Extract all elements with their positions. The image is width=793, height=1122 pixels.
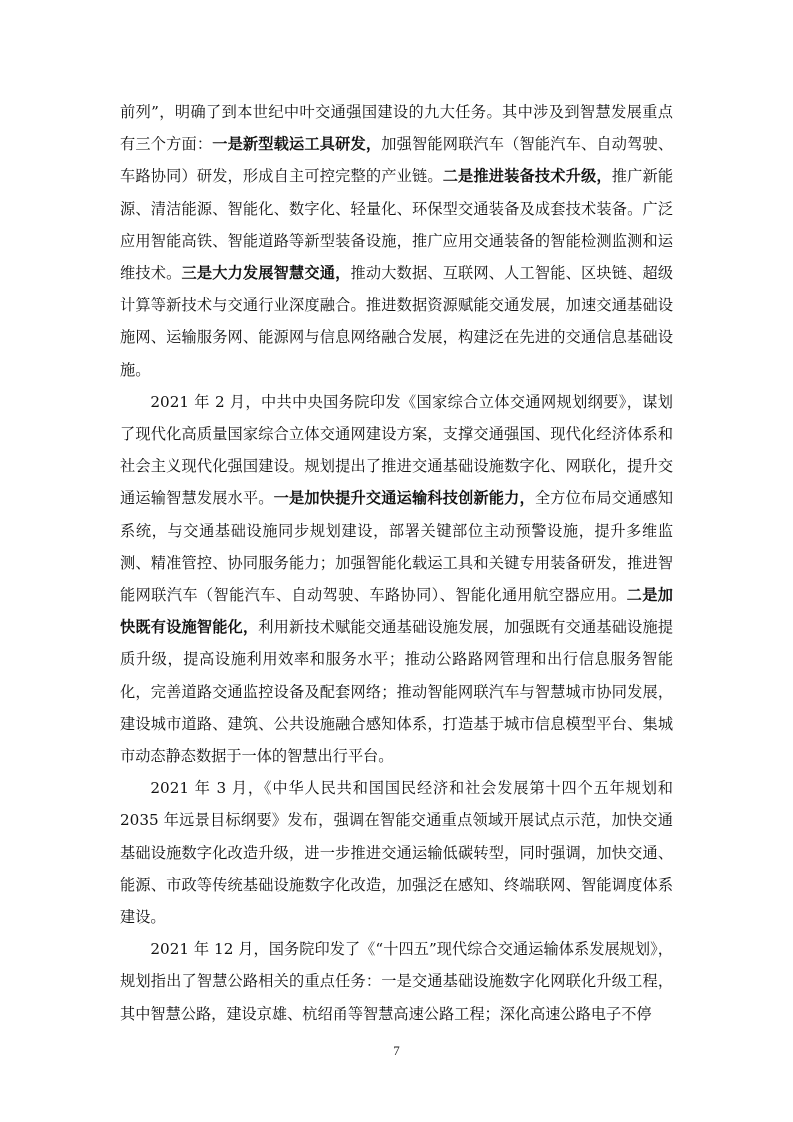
text-run: 利用新技术赋能交通基础设施发展，加强既有交通基础设施提质升级，提高设施利用效率和服务水平；推动公路路网管理和出行信息服务智能化，完善道路交通监控设备及配套网络；推动智能网联汽车与智慧城市协同发展，建设城市道路、建筑、公共设施融合感知体系，打造基于城市信息模型平台、集城市动态静态数据于一体的智慧出行平台。 (120, 618, 674, 766)
bold-heading-run: 二是推进装备技术升级， (442, 167, 612, 186)
paragraph-3 (120, 772, 673, 933)
paragraph-4 (120, 933, 673, 1030)
text-run: 推动大数据、互联网、人工智能、区块链、超级计算等新技术与交通行业深度融合。推进数据资源赋能交通发展，加速交通基础设施网、运输服务网、能源网与信息网络融合发展，构建泛在先进的交通信息基础设施。 (120, 264, 674, 379)
bold-heading-run: 一是新型载运工具研发， (212, 135, 382, 154)
bold-heading-run: 一是加快提升交通运输科技创新能力， (273, 489, 535, 508)
document-body (120, 96, 673, 1030)
text-run: 2021 年 12 月，国务院印发了《“十四五”现代综合交通运输体系发展规划》，规划指出了智慧公路相关的重点任务：一是交通基础设施数字化网联化升级工程，其中智慧公路，建设京雄、杭绍甬等智慧高速公路工程；深化高速公路电子不停 (120, 940, 673, 1023)
text-run: 2021 年 3 月，《中华人民共和国国民经济和社会发展第十四个五年规划和 2035 年远景目标纲要》发布，强调在智能交通重点领域开展试点示范，加快交通基础设施数字化改造升级，进一步推进交通运输低碳转型，同时强调，加快交通、能源、市政等传统基础设施数字化改造，加强泛在感知、终端联网、智能调度体系建设。 (120, 779, 673, 927)
text-run: 加强智能网联汽车（智能汽车、自动驾驶、车路协同）研发，形成自主可控完整的产业链。 (120, 135, 674, 186)
text-run: 全方位布局交通感知系统，与交通基础设施同步规划建设，部署关键部位主动预警设施，提升多维监测、精准管控、协同服务能力；加强智能化载运工具和关键专用装备研发，推进智能网联汽车（智能汽车、自动驾驶、车路协同）、智能化通用航空器应用。 (120, 489, 674, 605)
paragraph-1 (120, 96, 673, 386)
bold-heading-run: 二是加快既有设施智能化， (120, 586, 673, 637)
paragraph-2 (120, 386, 673, 772)
page-number: 7 (393, 1043, 400, 1058)
text-run: 推广新能源、清洁能源、智能化、数字化、轻量化、环保型交通装备及成套技术装备。广泛应用智能高铁、智能道路等新型装备设施，推广应用交通装备的智能检测监测和运维技术。 (120, 167, 674, 283)
bold-heading-run: 三是大力发展智慧交通， (181, 264, 351, 283)
text-run: 2021 年 2 月，中共中央国务院印发《国家综合立体交通网规划纲要》，谋划了现代化高质量国家综合立体交通网建设方案，支撑交通强国、现代化经济体系和社会主义现代化强国建设。规划提出了推进交通基础设施数字化、网联化，提升交通运输智慧发展水平。 (120, 392, 673, 508)
text-run: 前列”，明确了到本世纪中叶交通强国建设的九大任务。其中涉及到智慧发展重点有三个方面： (120, 103, 673, 154)
